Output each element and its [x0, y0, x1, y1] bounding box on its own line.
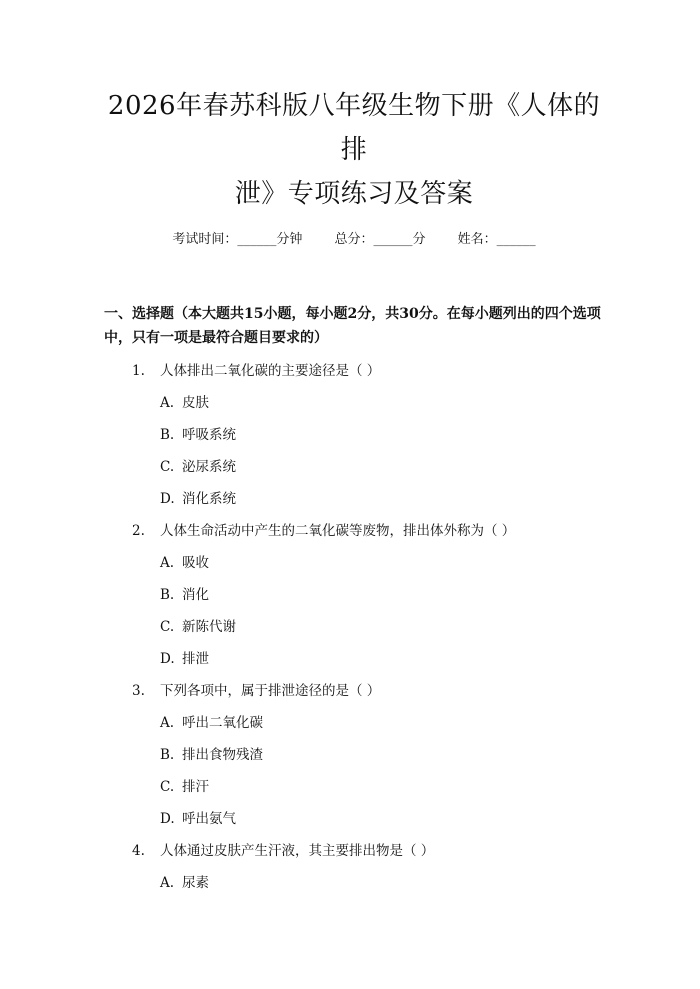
option-text: 吸收	[182, 555, 209, 571]
question-stem	[104, 360, 604, 382]
option-item	[104, 648, 604, 670]
option-list	[104, 712, 604, 830]
option-item	[104, 712, 604, 734]
option-item	[104, 872, 604, 894]
option-list	[104, 872, 604, 894]
title-line-1: 2026年春苏科版八年级生物下册《人体的排	[107, 91, 601, 165]
question-list	[104, 360, 604, 894]
question-number: 4.	[132, 843, 145, 859]
exam-score-unit: 分	[412, 232, 426, 247]
option-letter: D.	[160, 811, 175, 827]
option-item	[104, 392, 604, 414]
question-text: 人体通过皮肤产生汗液，其主要排出物是（ ）	[160, 843, 435, 859]
option-letter: A.	[160, 555, 175, 571]
option-item	[104, 616, 604, 638]
option-list	[104, 392, 604, 510]
title-line-2: 泄》专项练习及答案	[234, 179, 474, 209]
option-item	[104, 744, 604, 766]
option-letter: C.	[160, 779, 175, 795]
option-text: 皮肤	[182, 395, 209, 411]
question-text: 人体生命活动中产生的二氧化碳等废物，排出体外称为（ ）	[160, 523, 516, 539]
question-item	[104, 680, 604, 830]
option-text: 排出食物残渣	[182, 747, 263, 763]
option-letter: D.	[160, 491, 175, 507]
exam-score-label: 总分：	[334, 232, 374, 247]
option-text: 呼出氨气	[182, 811, 236, 827]
exam-page	[0, 84, 700, 989]
option-letter: D.	[160, 651, 175, 667]
option-text: 排汗	[182, 779, 209, 795]
option-item	[104, 584, 604, 606]
question-number: 3.	[132, 683, 145, 699]
option-text: 新陈代谢	[182, 619, 236, 635]
option-text: 消化系统	[182, 491, 236, 507]
student-name-blank: ______	[496, 232, 536, 247]
option-text: 消化	[182, 587, 209, 603]
question-stem	[104, 840, 604, 862]
option-letter: C.	[160, 459, 175, 475]
option-item	[104, 424, 604, 446]
question-stem	[104, 520, 604, 542]
question-text: 下列各项中，属于排泄途径的是（ ）	[160, 683, 381, 699]
exam-time	[172, 230, 302, 250]
option-text: 泌尿系统	[182, 459, 236, 475]
option-list	[104, 552, 604, 670]
option-item	[104, 552, 604, 574]
exam-score	[334, 230, 425, 250]
question-number: 2.	[132, 523, 145, 539]
question-item	[104, 360, 604, 510]
option-text: 尿素	[182, 875, 209, 891]
option-text: 呼吸系统	[182, 427, 236, 443]
option-letter: C.	[160, 619, 175, 635]
question-item	[104, 520, 604, 670]
option-letter: A.	[160, 395, 175, 411]
exam-meta	[104, 230, 604, 250]
exam-time-blank: ______	[237, 232, 277, 247]
exam-time-unit: 分钟	[276, 232, 303, 247]
student-name-label: 姓名：	[457, 232, 497, 247]
question-stem	[104, 680, 604, 702]
option-item	[104, 776, 604, 798]
question-text: 人体排出二氧化碳的主要途径是（ ）	[160, 363, 381, 379]
exam-time-label: 考试时间：	[172, 232, 238, 247]
option-letter: A.	[160, 715, 175, 731]
option-letter: A.	[160, 875, 175, 891]
option-text: 呼出二氧化碳	[182, 715, 263, 731]
option-item	[104, 456, 604, 478]
section-heading: 一、选择题（本大题共15小题，每小题2分，共30分。在每小题列出的四个选项中，只有一项是最符合题目要求的）	[104, 306, 601, 346]
question-number: 1.	[132, 363, 145, 379]
document-title	[104, 84, 604, 216]
option-letter: B.	[160, 587, 175, 603]
option-text: 排泄	[182, 651, 209, 667]
question-item	[104, 840, 604, 894]
exam-score-blank: ______	[373, 232, 413, 247]
option-item	[104, 488, 604, 510]
student-name	[458, 230, 536, 250]
option-letter: B.	[160, 427, 175, 443]
option-item	[104, 808, 604, 830]
option-letter: B.	[160, 747, 175, 763]
